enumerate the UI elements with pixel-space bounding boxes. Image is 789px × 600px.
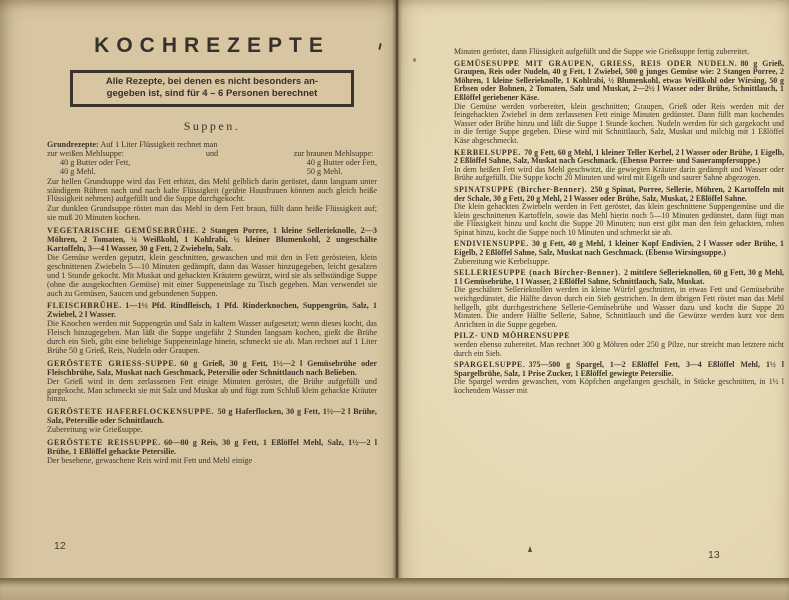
grundrezepte-intro-label: Grundrezepte:: [47, 140, 99, 149]
recipe-ingredients: 1—1½ Pfd. Rindfleisch, 1 Pfd. Rinderknochen, Suppengrün, Salz, 1 Zwiebel, 2 l Wasser.: [47, 301, 377, 320]
recipe-body: Der besehene, gewaschene Reis wird mit Fett und Mehl einige: [47, 455, 253, 465]
ink-speck: [413, 58, 416, 62]
right-page-body: [454, 48, 784, 396]
recipe-body: Der Grieß wird in dem zerlassenen Fett einige Minuten geröstet, die Brühe aufgefüllt und gargekocht. Man schmeckt sie mit Salz und Muskat ab und fügt zum Schluß klein gehackte Kräuter hinzu.: [47, 376, 377, 404]
recipe-selleriesuppe: [454, 269, 784, 329]
white-soup-line-2: 40 g Mehl.: [60, 166, 96, 176]
recipe-heading: [47, 439, 377, 457]
paragraph-dark-soup: Zur dunklen Grundsuppe röstet man das Mehl in dem Fett braun, füllt dann heiße Flüssigkeit auf; sie muß 20 Minuten kochen.: [47, 204, 377, 223]
recipe-ingredients: 80 g Grieß, Graupen, Reis oder Nudeln, 40 g Fett, 1 Zwiebel, 500 g junges Gemüse wie: 2 Stangen Porree, 2 Möhren, 1 kleine Sellerieknolle, 1 Kohlrabi, ½ Blumenkohl, etwas Weißkohl oder Wirsing, 50 g Erbsen oder Bohnen, 2 Tomaten, Salz und Muskat, 2—2½ l Wasser oder Brühe, Schnittlauch, 1 Eßlöffel geriebener Käse.: [454, 58, 785, 102]
brown-soup-line-2: 50 g Mehl.: [306, 166, 343, 176]
recipe-geroestete-griess-suppe: [47, 360, 377, 405]
recipe-title: SPINATSUPPE (Bircher-Benner).: [454, 184, 588, 194]
recipe-ingredients: 70 g Fett, 60 g Mehl, 1 kleiner Teller Kerbel, 2 l Wasser oder Brühe, 1 Eigelb, 2 Eßlöffel Sahne, Salz, Muskat nach Geschmack. (Ebenso Porree- und Sauerampfersuppe.): [454, 147, 784, 166]
recipe-body: werden ebenso zubereitet. Man rechnet 300 g Möhren oder 250 g Pilze, nur streicht man letztere nicht durch ein Sieb.: [454, 340, 784, 358]
recipe-heading: [47, 302, 377, 320]
white-soup-line-1: 40 g Butter oder Fett,: [60, 157, 131, 167]
recipe-title: FLEISCHBRÜHE.: [47, 301, 122, 311]
columns-connector: und: [205, 148, 219, 158]
recipe-title: ENDIVIENSUPPE.: [454, 239, 529, 249]
recipe-ingredients: 60—80 g Reis, 30 g Fett, 1 Eßlöffel Mehl, Salz, 1½—2 l Brühe, 1 Eßlöffel gehackte Petersilie.: [47, 438, 377, 456]
recipe-heading: [47, 227, 377, 254]
white-soup-header: zur weißen Mehlsuppe:: [47, 148, 124, 158]
recipe-heading: [454, 269, 784, 286]
left-page-body: [47, 141, 377, 466]
brown-soup-header: zur braunen Mehlsuppe:: [293, 148, 374, 158]
recipe-ingredients: 250 g Spinat, Porree, Sellerie, Möhren, 2 Kartoffeln mit der Schale, 30 g Fett, 20 g Mehl, 2 l Wasser oder Brühe, Salz, Muskat, 2 Eßlöffel Sahne.: [454, 184, 784, 203]
recipe-body: Die Knochen werden mit Suppengrün und Salz in kaltem Wasser aufgesetzt; wenn dieses kocht, das Fleisch hinzugegeben. Man läßt die Suppe ungefähr 2 Stunden langsam kochen, gießt die Brühe durch ein Sieb, gibt eine beliebige Suppeneinlage hinein, schmeckt sie ab. Man rechnet auf 1 Liter Brühe 50 g Grieß, Reis, Nudeln oder Graupen.: [47, 319, 377, 355]
brown-soup-column: [294, 150, 377, 177]
recipe-body: Die klein gehackten Zwiebeln werden in Fett geröstet, das klein geschnittene Suppengemüse und die klein geschnittenen Kartoffeln, sowie das Mehl hierin noch 5—10 Minuten gedünstet, dann fügt man die Flüssigkeit hinzu und kocht die Suppe 20 Minuten; nun erst gibt man den fein gehackten, rohen Spinat hinzu, kocht die Suppe noch 10 Minuten und schmeckt sie ab.: [454, 202, 784, 237]
recipe-title: SELLERIESUPPE (nach Bircher-Benner).: [454, 268, 621, 278]
recipe-title: PILZ- UND MÖHRENSUPPE: [454, 331, 571, 341]
recipe-geroestete-haferflockensuppe: [47, 408, 377, 435]
page-number-left: 12: [54, 540, 66, 552]
recipe-spargelsuppe: [454, 361, 784, 395]
recipe-body: Die Spargel werden gewaschen, vom Köpfchen angefangen geschält, in Stücke geschnitten, in 1½ l kochendem Wasser mit: [454, 377, 784, 395]
recipe-gemuesesuppe: [454, 60, 784, 146]
continuation-paragraph: Minuten geröstet, dann Flüssigkeit aufgefüllt und die Suppe wie Grießsuppe fertig zubereitet.: [454, 47, 750, 56]
paragraph-light-soup: Zur hellen Grundsuppe wird das Fett erhitzt, das Mehl gelblich darin geröstet, dann langsam unter ständigem Rühren nach und nach kalte Flüssigkeit (geübte Hausfrauen können auch gleich heiße Flüssigkeit nehmen) aufgefüllt und die Suppe durchgekocht.: [47, 176, 377, 204]
left-page-content: [47, 34, 377, 466]
recipe-body: Zubereitung wie Grießsuppe.: [47, 425, 143, 435]
recipe-ingredients: 30 g Fett, 40 g Mehl, 1 kleiner Kopf Endivien, 2 l Wasser oder Brühe, 1 Eigelb, 2 Eßlöffel Sahne, Salz, Muskat nach Geschmack. (Ebenso Wirsingsuppe.): [454, 239, 784, 258]
recipe-title: KERBELSUPPE.: [454, 147, 522, 157]
recipe-body: Die geschälten Sellerieknollen werden in kleine Würfel geschnitten, in etwas Fett und Gemüsebrühe weichgedünstet, die Hälfte davon durch ein Sieb gestrichen. In dem übrigen Fett röstet man das Mehl hellgelb, gibt durchgestrichene Sellerie-Gemüsebrühe und Wasser dazu und kocht die Suppe 20 Minuten. Die andere Hälfte Sellerie, Sahne, Schnittlauch und die Gewürze werden kurz vor dem Anrichten in die Suppe gegeben.: [454, 285, 784, 329]
recipe-heading: [454, 240, 784, 257]
recipe-pilz-und-moehrensuppe: [454, 332, 784, 358]
recipe-spinatsuppe: [454, 186, 784, 238]
book-bottom-edge: [0, 578, 789, 600]
recipe-heading: [47, 408, 377, 426]
notice-line-2: gegeben ist, sind für 4 – 6 Personen berechnet: [106, 88, 318, 99]
recipe-ingredients: 375—500 g Spargel, 1—2 Eßlöffel Fett, 3—4 Eßlöffel Mehl, 1½ l Spargelbrühe, Salz, 1 Prise Zucker, 1 Eßlöffel gewiegte Petersilie.: [454, 360, 784, 378]
recipe-endiviensuppe: [454, 240, 784, 266]
recipe-title: GERÖSTETE REISSUPPE.: [47, 438, 161, 448]
grund-columns: [47, 150, 377, 177]
recipe-heading: [454, 60, 784, 103]
recipe-ingredients: 2 mittlere Sellerieknollen, 60 g Fett, 30 g Mehl, 1 l Gemüsebrühe, 1 l Wasser, 2 Eßlöffel Sahne, Schnittlauch, Salz, Muskat.: [454, 268, 784, 286]
recipe-body: In dem heißen Fett wird das Mehl geschwitzt, die gewiegten Kräuter darin gedämpft und Wasser oder Brühe aufgefüllt. Die Suppe kocht 20 Minuten und wird mit Eigelb und saurer Sahne abgezogen.: [454, 164, 784, 183]
recipe-ingredients: 50 g Haferflocken, 30 g Fett, 1½—2 l Brühe, Salz, Petersilie oder Schnittlauch.: [47, 407, 377, 426]
right-page: [397, 0, 789, 600]
recipe-body: Die Gemüse werden geputzt, klein geschnitten, gewaschen und mit den in Fett gerösteten, klein geschnittenen Zwiebeln 5—10 Minuten gedämpft, dann das Wasser hinzugegeben, leicht gesalzen und 1 Stunde gekocht. Mit Muskat und gehackten Kräutern gewürzt, wird sie als selbständige Suppe (ohne die ausgekochten Gemüse) mit einer Suppeneinlage zu Tisch gegeben. Man verwendet sie auch zu Gemüsen, Saucen und gebundenen Suppen.: [47, 252, 377, 298]
book-gutter: [392, 0, 402, 600]
recipe-title: GERÖSTETE GRIESS-SUPPE.: [47, 358, 177, 368]
recipe-ingredients: 2 Stangen Porree, 1 kleine Sellerieknolle, 2—3 Möhren, 2 Tomaten, ¼ Weißkohl, 1 Kohlrabi, ½ kleiner Blumenkohl, 2 ungeschälte Kartoffeln, 3—4 l Wasser, 30 g Fett, 2 Zwiebeln, Salz.: [47, 226, 377, 253]
white-soup-column: [47, 150, 130, 177]
recipe-title: GEMÜSESUPPE MIT GRAUPEN, GRIESS, REIS ODER NUDELN.: [454, 58, 738, 68]
recipe-kerbelsuppe: [454, 149, 784, 183]
recipe-title: VEGETARISCHE GEMÜSEBRÜHE.: [47, 226, 199, 236]
right-page-content: [454, 48, 784, 396]
grundrezepte-intro-text: Auf 1 Liter Flüssigkeit rechnet man: [100, 140, 218, 149]
recipe-heading: [454, 186, 784, 203]
recipe-body: Zubereitung wie Kerbelsuppe.: [454, 256, 550, 266]
page-number-right: 13: [708, 549, 720, 561]
notice-box: [70, 70, 354, 107]
recipe-ingredients: 60 g Grieß, 30 g Fett, 1½—2 l Gemüsebrühe oder Fleischbrühe, Salz, Muskat nach Geschmack, Petersilie oder Schnittlauch nach Belieben.: [47, 358, 378, 377]
recipe-title: SPARGELSUPPE.: [454, 360, 526, 370]
brown-soup-line-1: 40 g Butter oder Fett,: [306, 157, 377, 167]
recipe-heading: [47, 360, 377, 378]
recipe-heading: [454, 361, 784, 378]
recipe-geroestete-reissuppe: [47, 439, 377, 466]
section-heading: Suppen.: [183, 119, 241, 133]
page-title: KOCHREZEPTE: [94, 34, 330, 57]
recipe-title: GERÖSTETE HAFERFLOCKENSUPPE.: [47, 407, 215, 417]
recipe-vegetarische-gemuesebruehe: [47, 227, 377, 298]
notice-line-1: Alle Rezepte, bei denen es nicht besonders an-: [105, 76, 319, 87]
recipe-fleischbruehe: [47, 302, 377, 355]
recipe-body: Die Gemüse werden vorbereitet, klein geschnitten; Graupen, Grieß oder Reis werden mit der feingehackten Zwiebel in dem zerlassenen Fett einige Minuten gedünstet. Dann füllt man kochendes Wasser oder Brühe hinzu und läßt die Suppe 1 Stunde kochen. Nudeln werden für sich gargekocht und in die fertige Suppe gegeben. Diese wird mit Schnittlauch, Salz, Muskat und milchig mit 1 Eßlöffel Käse abgeschmeckt.: [454, 101, 784, 145]
recipe-heading: [454, 149, 784, 166]
